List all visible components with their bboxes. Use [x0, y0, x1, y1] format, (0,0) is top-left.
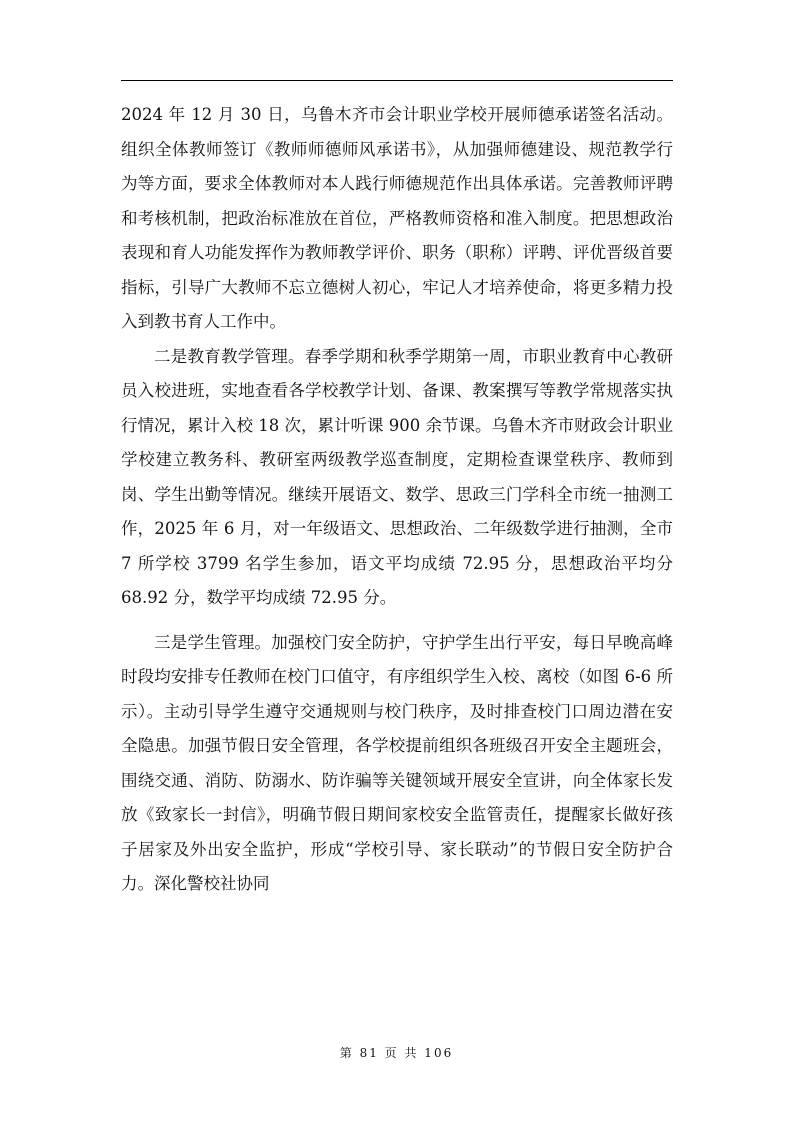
paragraph: 三是学生管理。加强校门安全防护，守护学生出行平安，每日早晚高峰时段均安排专任教师在校门口值守，有序组织学生入校、离校（如图 6-6 所示）。主动引导学生遵守交通规则与校门秩序，及时排查校门口周边潜在安全隐患。加强节假日安全管理，各学校提前组织各班级召开安全主题班会，围绕交通、消防、防溺水、防诈骗等关键领域开展安全宣讲，向全体家长发放《致家长一封信》，明确节假日期间家校安全监管责任，提醒家长做好孩子居家及外出安全监护，形成“学校引导、家长联动”的节假日安全防护合力。深化警校社协同 — [121, 632, 673, 893]
paragraph: 2024 年 12 月 30 日，乌鲁木齐市会计职业学校开展师德承诺签名活动。组织全体教师签订《教师师德师风承诺书》，从加强师德建设、规范教学行为等方面，要求全体教师对本人践行师德规范作出具体承诺。完善教师评聘和考核机制，把政治标准放在首位，严格教师资格和准入制度。把思想政治表现和育人功能发挥作为教师教学评价、职务（职称）评聘、评优晋级首要指标，引导广大教师不忘立德树人初心，牢记人才培养使命，将更多精力投入到教书育人工作中。 — [121, 105, 673, 331]
page-footer: 第 81 页 共 106 — [339, 1046, 454, 1060]
body-text — [121, 98, 673, 902]
header-rule — [121, 80, 673, 81]
paragraph: 二是教育教学管理。春季学期和秋季学期第一周，市职业教育中心教研员入校进班，实地查看各学校教学计划、备课、教案撰写等教学常规落实执行情况，累计入校 18 次，累计听课 900 余节课。乌鲁木齐市财政会计职业学校建立教务科、教研室两级教学巡查制度，定期检查课堂秩序、教师到岗、学生出勤等情况。继续开展语文、数学、思政三门学科全市统一抽测工作，2025 年 6 月，对一年级语文、思想政治、二年级数学进行抽测，全市 7 所学校 3799 名学生参加，语文平均成绩 72.95 分，思想政治平均分 68.92 分，数学平均成绩 72.95 分。 — [121, 346, 673, 607]
